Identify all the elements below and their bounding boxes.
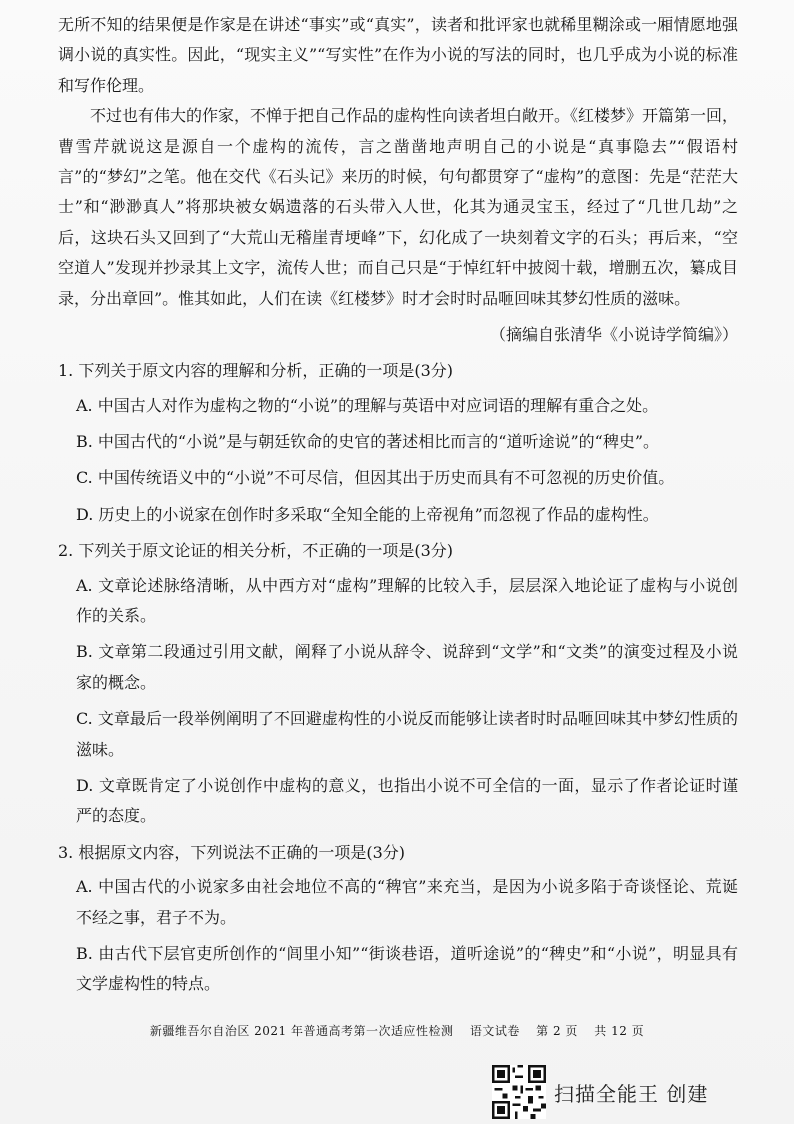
question-title: 2. 下列关于原文论证的相关分析，不正确的一项是(3分) bbox=[58, 541, 454, 561]
scanner-watermark bbox=[492, 1064, 708, 1120]
footer-exam-name: 新疆维吾尔自治区 2021 年普通高考第一次适应性检测 bbox=[149, 1024, 454, 1038]
option-c: C. 文章最后一段举例阐明了不回避虚构性的小说反而能够让读者时时品咂回味其中梦幻性质的滋味。 bbox=[76, 709, 738, 759]
option-list bbox=[58, 391, 738, 531]
footer-page-number: 第 2 页 bbox=[536, 1024, 578, 1038]
footer-total-pages: 共 12 页 bbox=[594, 1024, 645, 1038]
option-b: B. 文章第二段通过引用文献，阐释了小说从辞令、说辞到“文学”和“文类”的演变过程及小说家的概念。 bbox=[76, 642, 738, 692]
option-b: B. 中国古代的“小说”是与朝廷钦命的史官的著述相比而言的“道听途说”的“稗史”。 bbox=[76, 432, 660, 452]
option-a: A. 文章论述脉络清晰，从中西方对“虚构”理解的比较入手，层层深入地论证了虚构与小说创作的关系。 bbox=[76, 575, 738, 626]
option-b: B. 由古代下层官吏所创作的“闾里小知”“街谈巷语，道听途说”的“稗史”和“小说”，明显具有文学虚构性的特点。 bbox=[76, 943, 738, 994]
option-c: C. 中国传统语义中的“小说”不可尽信，但因其出于历史而具有不可忽视的历史价值。 bbox=[76, 468, 675, 488]
scanner-label: 扫描全能王 创建 bbox=[554, 1081, 709, 1106]
option-a: A. 中国古代的小说家多由社会地位不高的“稗官”来充当，是因为小说多陷于奇谈怪论、荒诞不经之事，君子不为。 bbox=[76, 877, 738, 927]
passage-paragraph-2: 不过也有伟大的作家，不惮于把自己作品的虚构性向读者坦白敞开。《红楼梦》开篇第一回，曹雪芹就说这是源自一个虚构的流传，言之凿凿地声明自己的小说是“真事隐去”“假语村言”的“梦幻”之笔。他在交代《石头记》来历的时候，句句都贯穿了“虚构”的意图：先是“茫茫大士”和“渺渺真人”将那块被女娲遗落的石头带入人世，化其为通灵宝玉，经过了“几世几劫”之后，这块石头又回到了“大荒山无稽崖青埂峰”下，幻化成了一块刻着文字的石头；再后来，“空空道人”发现并抄录其上文字，流传人世；而自己只是“于悼红轩中披阅十载，增删五次，纂成目录，分出章回”。惟其如此，人们在读《红楼梦》时才会时时品咂回味其梦幻性质的滋味。 bbox=[58, 106, 739, 308]
page-content bbox=[58, 10, 738, 1006]
question-2 bbox=[58, 536, 738, 832]
option-list bbox=[58, 571, 738, 832]
option-list bbox=[58, 872, 738, 1000]
option-d: D. 历史上的小说家在创作时多采取“全知全能的上帝视角”而忽视了作品的虚构性。 bbox=[76, 504, 659, 524]
option-d: D. 文章既肯定了小说创作中虚构的意义，也指出小说不可全信的一面，显示了作者论证时谨严的态度。 bbox=[76, 775, 738, 826]
passage-source: （摘编自张清华《小说诗学简编》） bbox=[489, 324, 738, 344]
passage-paragraph-1: 无所不知的结果便是作家是在讲述“事实”或“真实”，读者和批评家也就稀里糊涂或一厢情愿地强调小说的真实性。因此，“现实主义”“写实性”在作为小说的写法的同时，也几乎成为小说的标准和写作伦理。 bbox=[58, 15, 738, 95]
question-1 bbox=[58, 356, 738, 530]
question-title: 1. 下列关于原文内容的理解和分析，正确的一项是(3分) bbox=[58, 361, 454, 381]
question-title: 3. 根据原文内容，下列说法不正确的一项是(3分) bbox=[58, 842, 406, 862]
footer-subject: 语文试卷 bbox=[469, 1024, 520, 1038]
option-a: A. 中国古人对作为虚构之物的“小说”的理解与英语中对应词语的理解有重合之处。 bbox=[76, 395, 659, 415]
qr-code-icon bbox=[492, 1065, 546, 1119]
question-3 bbox=[58, 838, 738, 1000]
page-footer bbox=[0, 1022, 794, 1039]
